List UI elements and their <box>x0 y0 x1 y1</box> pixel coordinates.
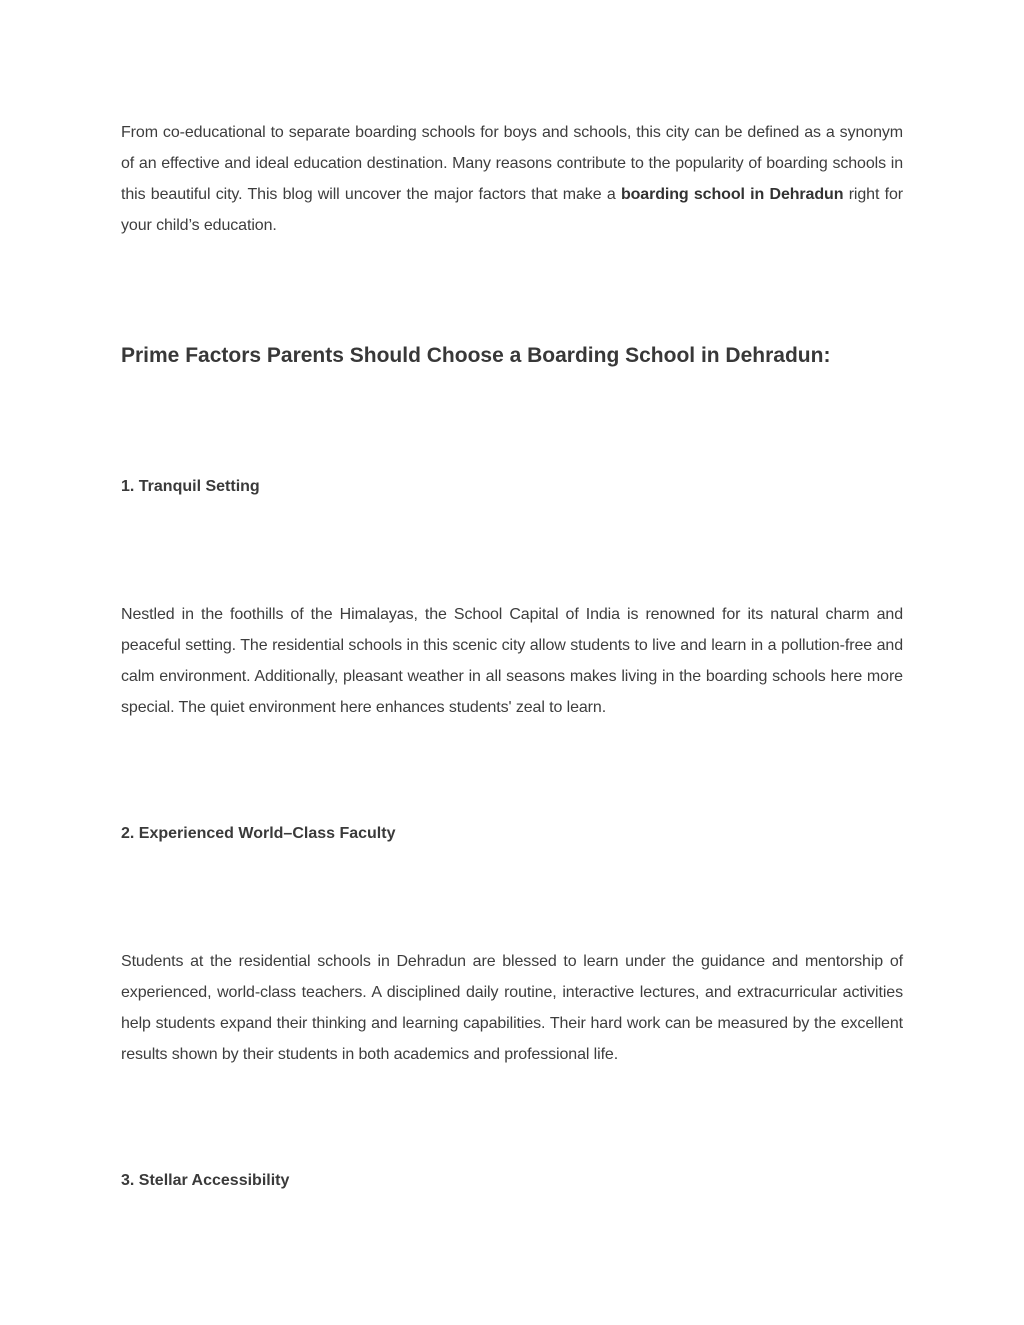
intro-bold-phrase: boarding school in Dehradun <box>620 186 844 203</box>
main-heading: Prime Factors Parents Should Choose a Boarding School in Dehradun: <box>121 344 831 367</box>
section-heading-accessibility: 3. Stellar Accessibility <box>121 1172 290 1189</box>
intro-paragraph <box>121 117 903 241</box>
section-heading-tranquil-setting: 1. Tranquil Setting <box>121 478 260 495</box>
section-heading-faculty: 2. Experienced World–Class Faculty <box>121 825 396 842</box>
intro-text-after: right for your child’s education. <box>121 186 903 234</box>
section-body-faculty: Students at the residential schools in Dehradun are blessed to learn under the guidance and mentorship of experienced, world-class teachers. A disciplined daily routine, interactive lectures, and extracurricular activities help students expand their thinking and learning capabilities. Their hard work can be measured by the excellent results shown by their students in both academics and professional life. <box>121 953 903 1063</box>
section-body-tranquil-setting: Nestled in the foothills of the Himalayas, the School Capital of India is renowned for its natural charm and peaceful setting. The residential schools in this scenic city allow students to live and learn in a pollution-free and calm environment. Additionally, pleasant weather in all seasons makes living in the boarding schools here more special. The quiet environment here enhances students' zeal to learn. <box>121 606 903 716</box>
intro-text-before: From co-educational to separate boarding schools for boys and schools, this city can be defined as a synonym of an effective and ideal education destination. Many reasons contribute to the popularity of boarding schools in this beautiful city. This blog will uncover the major factors that make a <box>121 124 903 203</box>
